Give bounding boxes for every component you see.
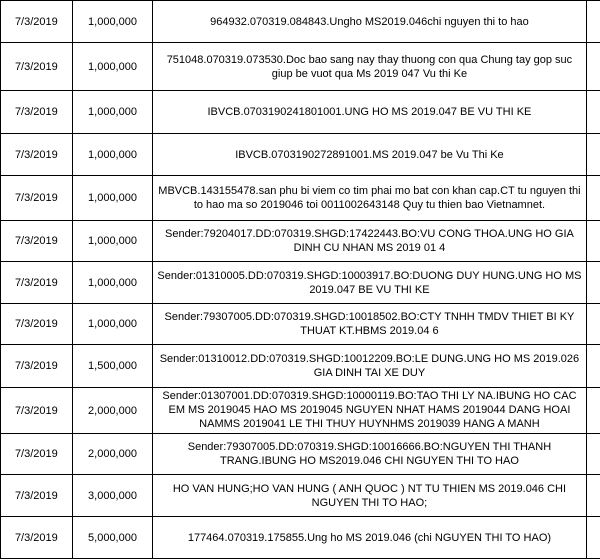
table-row xyxy=(1,304,600,345)
table-row xyxy=(1,475,600,517)
amount-cell: 3,000,000 xyxy=(72,475,153,517)
description-text: Sender:01307001.DD:070319.SHGD:10000119.BO:TAO THI LY NA.IBUNG HO CAC EM MS 2019045 HAO MS 2019045 NGUYEN NHAT HAMS 2019044 DANG HOAI NAMMS 2019041 LE THI THUY HUYNHMS 2019039 HANG A MANH xyxy=(162,389,577,430)
description-cell: 177464.070319.175855.Ung ho MS 2019.046 (chi NGUYEN THI TO HAO) xyxy=(153,517,586,559)
edge-cell xyxy=(586,1,600,43)
description-cell: Sender:01310012.DD:070319.SHGD:10012209.BO:LE DUNG.UNG HO MS 2019.026 GIA DINH TAI XE DUY xyxy=(153,345,586,388)
table-row xyxy=(1,517,600,559)
amount-cell: 1,000,000 xyxy=(72,43,153,91)
amount-cell: 5,000,000 xyxy=(72,517,153,559)
edge-cell xyxy=(586,221,600,262)
edge-cell xyxy=(586,262,600,304)
amount-cell: 2,000,000 xyxy=(72,388,153,434)
date-cell: 7/3/2019 xyxy=(1,304,73,345)
date-cell: 7/3/2019 xyxy=(1,345,73,388)
date-cell: 7/3/2019 xyxy=(1,388,73,434)
edge-cell xyxy=(586,304,600,345)
date-cell: 7/3/2019 xyxy=(1,43,73,91)
amount-cell: 1,000,000 xyxy=(72,262,153,304)
date-cell: 7/3/2019 xyxy=(1,1,73,43)
table-row xyxy=(1,434,600,475)
description-cell: Sender:79307005.DD:070319.SHGD:10018502.BO:CTY TNHH TMDV THIET BI KY THUAT KT.HBMS 2019.04 6 xyxy=(153,304,586,345)
table-row xyxy=(1,43,600,91)
description-cell: Sender:79307005.DD:070319.SHGD:10016666.BO:NGUYEN THI THANH TRANG.IBUNG HO MS2019.046 CHI NGUYEN THI TO HAO xyxy=(153,434,586,475)
table-row xyxy=(1,345,600,388)
amount-cell: 2,000,000 xyxy=(72,434,153,475)
date-cell: 7/3/2019 xyxy=(1,176,73,221)
date-cell: 7/3/2019 xyxy=(1,434,73,475)
description-cell: 964932.070319.084843.Ungho MS2019.046chi nguyen thi to hao xyxy=(153,1,586,43)
amount-cell: 1,000,000 xyxy=(72,176,153,221)
edge-cell xyxy=(586,91,600,134)
date-cell: 7/3/2019 xyxy=(1,134,73,176)
table-row xyxy=(1,176,600,221)
edge-cell xyxy=(586,43,600,91)
table-row xyxy=(1,262,600,304)
edge-cell xyxy=(586,134,600,176)
amount-cell: 1,000,000 xyxy=(72,91,153,134)
edge-cell xyxy=(586,475,600,517)
amount-cell: 1,000,000 xyxy=(72,221,153,262)
amount-cell: 1,000,000 xyxy=(72,304,153,345)
amount-cell: 1,000,000 xyxy=(72,1,153,43)
description-cell: Sender:79204017.DD:070319.SHGD:17422443.BO:VU CONG THOA.UNG HO GIA DINH CU NHAN MS 2019 01 4 xyxy=(153,221,586,262)
table-row xyxy=(1,91,600,134)
table-row xyxy=(1,1,600,43)
table-row xyxy=(1,221,600,262)
table-row xyxy=(1,134,600,176)
edge-cell xyxy=(586,517,600,559)
description-cell xyxy=(153,388,586,434)
edge-cell xyxy=(586,345,600,388)
description-cell: Sender:01310005.DD:070319.SHGD:10003917.BO:DUONG DUY HUNG.UNG HO MS 2019.047 BE VU THI KE xyxy=(153,262,586,304)
description-cell: MBVCB.143155478.san phu bi viem co tim phai mo bat con khan cap.CT tu nguyen thi to hao ma so 2019046 toi 0011002643148 Quy tu thien bao Vietnamnet. xyxy=(153,176,586,221)
edge-cell xyxy=(586,388,600,434)
table-row xyxy=(1,388,600,434)
date-cell: 7/3/2019 xyxy=(1,262,73,304)
date-cell: 7/3/2019 xyxy=(1,475,73,517)
amount-cell: 1,500,000 xyxy=(72,345,153,388)
description-cell: IBVCB.0703190241801001.UNG HO MS 2019.047 BE VU THI KE xyxy=(153,91,586,134)
description-cell: 751048.070319.073530.Doc bao sang nay thay thuong con qua Chung tay gop suc giup be vuot qua Ms 2019 047 Vu thi Ke xyxy=(153,43,586,91)
date-cell: 7/3/2019 xyxy=(1,517,73,559)
edge-cell xyxy=(586,434,600,475)
description-cell: IBVCB.0703190272891001.MS 2019.047 be Vu Thi Ke xyxy=(153,134,586,176)
edge-cell xyxy=(586,176,600,221)
description-cell: HO VAN HUNG;HO VAN HUNG ( ANH QUOC ) NT TU THIEN MS 2019.046 CHI NGUYEN THI TO HAO; xyxy=(153,475,586,517)
amount-cell: 1,000,000 xyxy=(72,134,153,176)
date-cell: 7/3/2019 xyxy=(1,91,73,134)
date-cell: 7/3/2019 xyxy=(1,221,73,262)
